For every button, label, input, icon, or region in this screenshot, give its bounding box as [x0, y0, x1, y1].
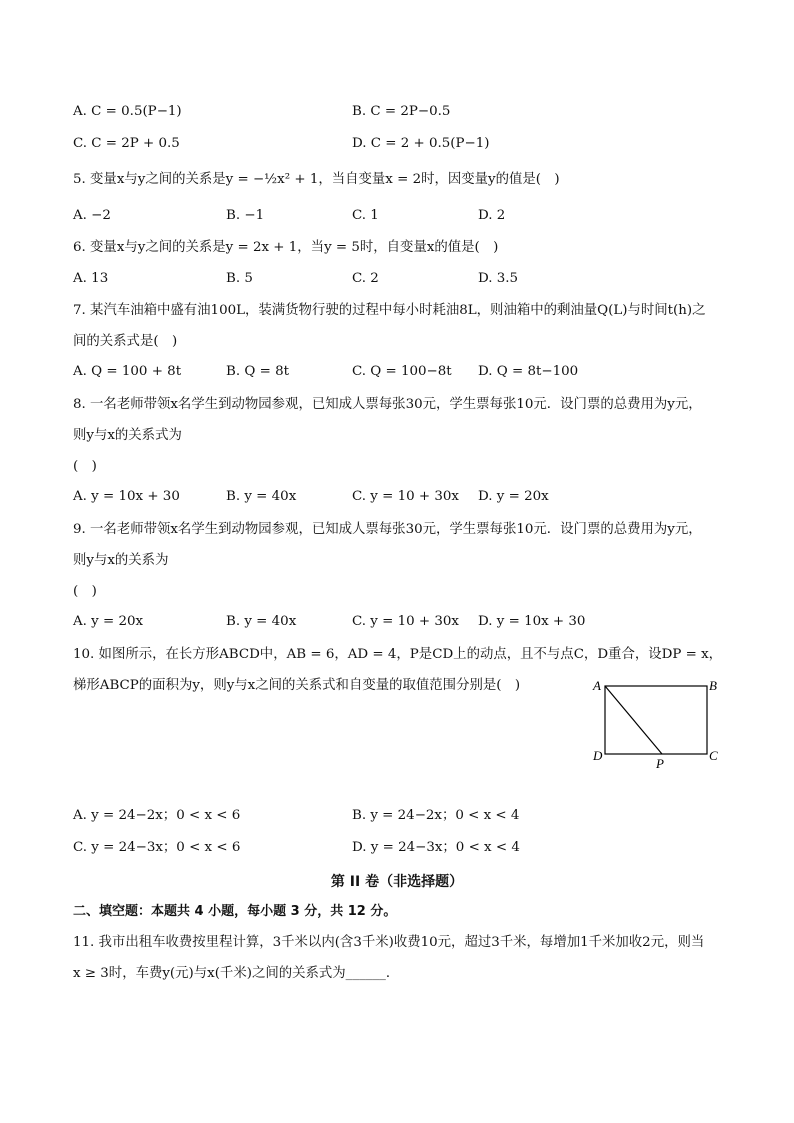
q9-stem-line2: 则y与x的关系为: [73, 553, 169, 568]
rectangle-abcd: [605, 686, 707, 754]
label-c: C: [709, 748, 718, 763]
q4-option-d: D. C = 2 + 0.5(P−1): [352, 136, 490, 151]
q9-stem-line1: 9. 一名老师带领x名学生到动物园参观，已知成人票每张30元，学生票每张10元．设门票的总费用为y元，: [73, 522, 702, 537]
q10-option-d: D. y = 24−3x；0 < x < 4: [352, 840, 520, 855]
q10-stem-line2: 梯形ABCP的面积为y，则y与x之间的关系式和自变量的取值范围分别是( ): [73, 678, 521, 693]
q6-option-b: B. 5: [226, 271, 253, 286]
q5-option-a: A. −2: [73, 208, 111, 223]
q9-option-d: D. y = 10x + 30: [478, 614, 586, 629]
q7-option-b: B. Q = 8t: [226, 364, 289, 379]
section2-header: 二、填空题：本题共 4 小题，每小题 3 分，共 12 分。: [73, 904, 397, 919]
q6-option-a: A. 13: [73, 271, 109, 286]
q4-option-b: B. C = 2P−0.5: [352, 104, 451, 119]
q8-stem-line2: 则y与x的关系式为: [73, 428, 182, 443]
q4-option-c: C. C = 2P + 0.5: [73, 136, 180, 151]
q7-option-d: D. Q = 8t−100: [478, 364, 579, 379]
q8-option-a: A. y = 10x + 30: [73, 489, 180, 504]
q9-option-c: C. y = 10 + 30x: [352, 614, 459, 629]
q4-option-a: A. C = 0.5(P−1): [73, 104, 182, 119]
q7-option-c: C. Q = 100−8t: [352, 364, 452, 379]
q6-option-c: C. 2: [352, 271, 379, 286]
label-b: B: [709, 678, 717, 693]
q10-stem-line1: 10. 如图所示，在长方形ABCD中，AB = 6，AD = 4，P是CD上的动点，且不与点C，D重合，设DP = x，: [73, 647, 723, 662]
label-a: A: [593, 678, 601, 693]
q5-option-b: B. −1: [226, 208, 265, 223]
q6-option-d: D. 3.5: [478, 271, 519, 286]
q8-option-c: C. y = 10 + 30x: [352, 489, 459, 504]
q7-option-a: A. Q = 100 + 8t: [73, 364, 182, 379]
q5-option-c: C. 1: [352, 208, 379, 223]
label-d: D: [593, 748, 603, 763]
label-p: P: [656, 756, 664, 771]
segment-ap: [605, 686, 662, 754]
q6-stem: 6. 变量x与y之间的关系是y = 2x + 1，当y = 5时，自变量x的值是( ): [73, 240, 499, 255]
q11-stem-line2: x ≥ 3时，车费y(元)与x(千米)之间的关系式为______．: [73, 966, 400, 981]
q10-option-c: C. y = 24−3x；0 < x < 6: [73, 840, 241, 855]
q8-option-b: B. y = 40x: [226, 489, 297, 504]
q7-stem-line1: 7. 某汽车油箱中盛有油100L，装满货物行驶的过程中每小时耗油8L，则油箱中的剩油量Q(L)与时间t(h)之: [73, 303, 706, 318]
q8-answer-paren: ( ): [73, 459, 97, 474]
q10-option-a: A. y = 24−2x；0 < x < 6: [73, 808, 241, 823]
part2-title: 第 II 卷（非选择题）: [330, 874, 464, 890]
q8-option-d: D. y = 20x: [478, 489, 549, 504]
q9-option-b: B. y = 40x: [226, 614, 297, 629]
q5-option-d: D. 2: [478, 208, 506, 223]
rectangle-abcd-figure: [590, 676, 730, 772]
q7-stem-line2: 间的关系式是( ): [73, 334, 178, 349]
q10-option-b: B. y = 24−2x；0 < x < 4: [352, 808, 520, 823]
q9-answer-paren: ( ): [73, 584, 97, 599]
q8-stem-line1: 8. 一名老师带领x名学生到动物园参观，已知成人票每张30元，学生票每张10元．设门票的总费用为y元，: [73, 397, 702, 412]
q9-option-a: A. y = 20x: [73, 614, 144, 629]
q11-stem-line1: 11. 我市出租车收费按里程计算，3千米以内(含3千米)收费10元，超过3千米，每增加1千米加收2元，则当: [73, 935, 705, 950]
q5-stem: 5. 变量x与y之间的关系是y = −½x² + 1，当自变量x = 2时，因变量y的值是( ): [73, 172, 560, 187]
